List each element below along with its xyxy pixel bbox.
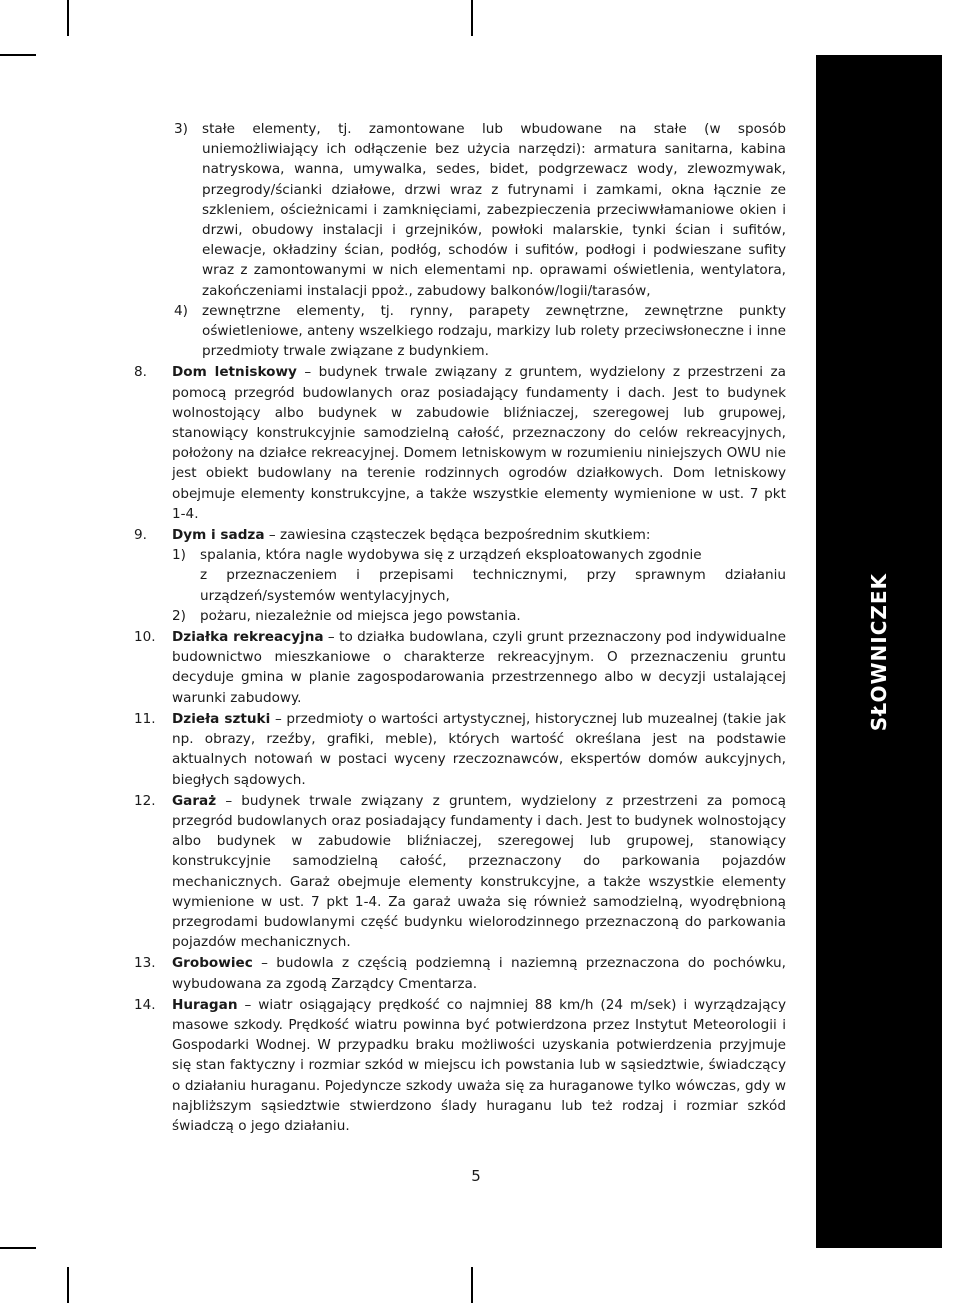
crop-mark bbox=[67, 0, 69, 36]
entry-number: 12. bbox=[134, 792, 156, 809]
item-number: 4) bbox=[174, 302, 188, 319]
entry-definition: – zawiesina cząsteczek będąca bezpośrednim skutkiem: bbox=[264, 527, 651, 544]
crop-mark bbox=[471, 0, 473, 36]
crop-mark bbox=[471, 1267, 473, 1303]
entry-term: Huragan bbox=[172, 996, 238, 1013]
glossary-entry bbox=[134, 362, 786, 524]
entry-number: 8. bbox=[134, 364, 147, 381]
page-number: 5 bbox=[471, 1167, 481, 1185]
entry-number: 9. bbox=[134, 527, 147, 544]
item-text-continuation: z przeznaczeniem i przepisami technicznymi, przy sprawnym działaniu urządzeń/systemów wentylacyjnych, bbox=[200, 567, 786, 604]
glossary-entry bbox=[134, 953, 786, 993]
entry-term: Garaż bbox=[172, 792, 217, 809]
crop-mark bbox=[67, 1267, 69, 1303]
entry-number: 11. bbox=[134, 710, 156, 727]
item-number: 3) bbox=[174, 121, 188, 137]
crop-mark bbox=[0, 1247, 36, 1249]
section-label: SŁOWNICZEK bbox=[867, 572, 891, 731]
entry-definition: – budynek trwale związany z gruntem, wydzielony z przestrzeni za pomocą przegród budowlanych oraz posiadający fundamenty i dach. Jest to budynek wolnostojący albo budynek w zabudowie bliźniaczej, szeregowej lub grupowej, stanowiący konstrukcyjnie samodzielną całość, przeznaczony do parkowania pojazdów mechanicznych. Garaż obejmuje elementy konstrukcyjne, a także wszystkie elementy wymienione w ust. 7 pkt 1-4. Za garaż uważa się również samodzielną, wyodrębnioną przegrodami budowlanymi część budynku wielorodzinnego przeznaczoną do parkowania pojazdów mechanicznych. bbox=[172, 792, 786, 951]
list-item bbox=[172, 606, 786, 626]
entry-number: 13. bbox=[134, 955, 156, 972]
item-text: stałe elementy, tj. zamontowane lub wbudowane na stałe (w sposób uniemożliwiający ich odłączenie bez użycia narzędzi): armatura sanitarna, kabina natryskowa, wanna, umywalka, sedes, bidet, podgrzewacz wody, zlewozmywak, przegrody/ścianki działowe, drzwi wraz z futrynami i zamkami, okna łącznie ze szkleniem, ościeżnicami i zamknięciami, zabezpieczenia przeciwwłamaniowe okien i drzwi, obudowy instalacji i grzejników, powłoki malarskie, tynki ścian i sufitów, elewacje, okładziny ścian, podłóg, schodów i sufitów, podłogi i podwieszane sufity wraz z zamontowanymi w nich elementami np. oprawami oświetlenia, wentylatora, zakończeniami instalacji ppoż., zabudowy balkonów/logii/tarasów, bbox=[202, 121, 786, 299]
entry-definition: – budowla z częścią podziemną i naziemną przeznaczona do pochówku, wybudowana za zgodą Zarządcy Cmentarza. bbox=[172, 955, 786, 992]
entry-number: 14. bbox=[134, 996, 156, 1013]
entry-term: Dzieła sztuki bbox=[172, 710, 271, 727]
section-sidebar bbox=[816, 55, 942, 1248]
entry-definition: – wiatr osiągający prędkość co najmniej 88 km/h (24 m/sek) i wyrządzający masowe szkody. Prędkość wiatru powinna być potwierdzona przez Instytut Meteorologii i Gospodarki Wodnej. W przypadku braku możliwości uzyskania potwierdzenia przyjmuje się stan faktyczny i rozmiar szkód w miejscu ich powstania lub w sąsiedztwie, świadczący o działaniu huraganu. Pojedyncze szkody uważa się za huraganowe tylko wówczas, gdy w najbliższym sąsiedztwie stwierdzono ślady huraganu lub też rodzaj i rozmiar szkód świadczą o jego działaniu. bbox=[172, 996, 786, 1134]
glossary-entry bbox=[134, 627, 786, 708]
item-number: 2) bbox=[172, 607, 186, 624]
glossary-entry bbox=[134, 791, 786, 953]
entry-term: Dym i sadza bbox=[172, 527, 265, 544]
glossary-content bbox=[134, 119, 786, 1136]
entry-definition: – przedmioty o wartości artystycznej, historycznej lub muzealnej (takie jak np. obrazy, rzeźby, grafiki, meble), których wartość określana jest na podstawie aktualnych notowań w postaci wyceny rzeczoznawców, ekspertów domów aukcyjnych, biegłych sądowych. bbox=[172, 710, 786, 788]
entry-definition: – budynek trwale związany z gruntem, wydzielony z przestrzeni za pomocą przegród budowlanych oraz posiadający fundamenty i dach. Jest to budynek wolnostojący albo budynek w zabudowie bliźniaczej, szeregowej lub grupowej, stanowiący konstrukcyjnie samodzielną całość, przeznaczony do celów rekreacyjnych, położony na działce rekreacyjnej. Domem letniskowym w rozumieniu niniejszych OWU nie jest obiekt budowlany na terenie rodzinnych ogrodów działkowych. Dom letniskowy obejmuje elementy konstrukcyjne, a także wszystkie elementy wymienione w ust. 7 pkt 1-4. bbox=[172, 364, 786, 522]
glossary-entry bbox=[134, 709, 786, 790]
list-item bbox=[174, 301, 786, 362]
item-text: spalania, która nagle wydobywa się z urządzeń eksploatowanych zgodnie bbox=[200, 547, 702, 564]
item-number: 1) bbox=[172, 547, 186, 564]
crop-mark bbox=[0, 54, 36, 56]
entry-term: Dom letniskowy bbox=[172, 364, 297, 381]
list-item bbox=[174, 119, 786, 301]
glossary-entry bbox=[134, 995, 786, 1136]
entry-term: Grobowiec bbox=[172, 955, 253, 972]
list-item bbox=[172, 545, 786, 565]
item-text: zewnętrzne elementy, tj. rynny, parapety zewnętrzne, zewnętrzne punkty oświetleniowe, anteny wszelkiego rodzaju, markizy lub rolety przeciwsłoneczne i inne przedmioty trwale związane z budynkiem. bbox=[202, 302, 786, 360]
entry-term: Działka rekreacyjna bbox=[172, 629, 324, 646]
item-text: pożaru, niezależnie od miejsca jego powstania. bbox=[200, 607, 521, 624]
entry-definition: – to działka budowlana, czyli grunt przeznaczony pod indywidualne budownictwo mieszkaniowe o charakterze rekreacyjnym. O przeznaczeniu gruntu decyduje gmina w planie zagospodarowania przestrzennego albo w decyzji ustalającej warunki zabudowy. bbox=[172, 629, 786, 706]
glossary-entry bbox=[134, 525, 786, 545]
entry-number: 10. bbox=[134, 629, 156, 646]
